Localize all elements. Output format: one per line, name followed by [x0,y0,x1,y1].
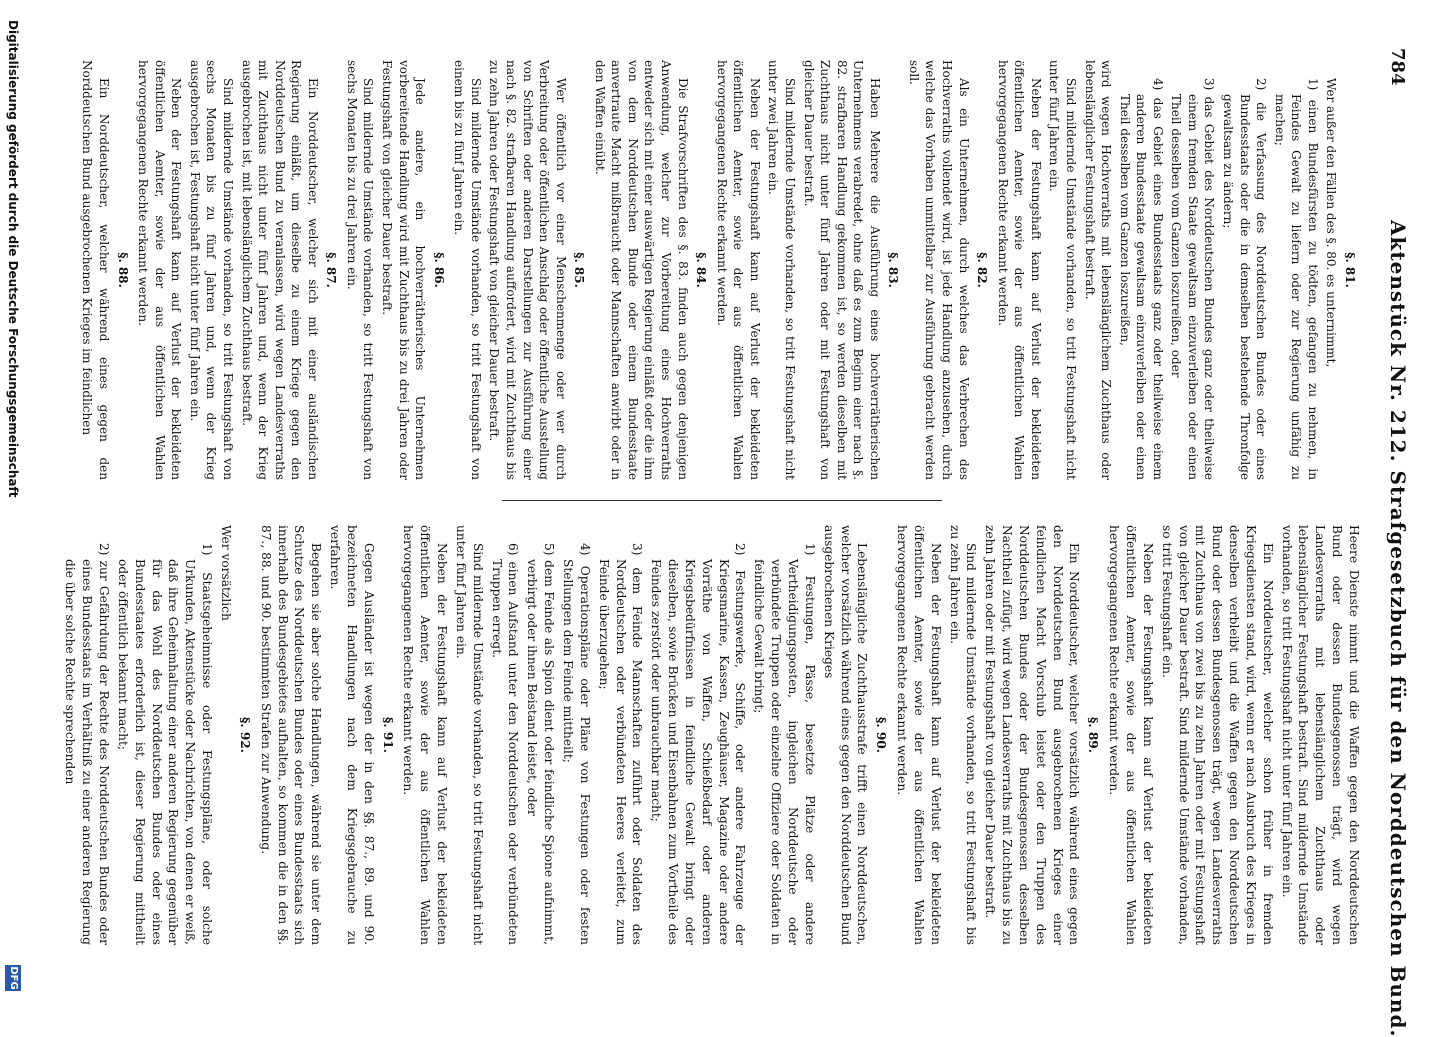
paragraph: wird wegen Hochverraths mit lebenslänglichem Zuchthaus oder lebenslänglicher Festungshaft bestraft. [1082,60,1114,480]
section-heading: §. 82. [975,252,990,288]
section-heading: §. 85. [572,252,587,288]
list-item: 6) einen Aufstand unter den Norddeutschen oder verbündeten Truppen erregt. [489,543,521,945]
section-heading: §. 88. [115,252,130,288]
section-heading: §. 83. [886,252,901,288]
section-heading: §. 81. [1343,252,1357,288]
paragraph: Ein Norddeutscher, welcher während eines gegen den Norddeutschen Bund ausgebrochenen Krieges im feindlichen [80,60,112,480]
paragraph: Sind mildernde Umstände vorhanden, so tritt Festungshaft bis zu zehn Jahren ein. [947,525,979,945]
paragraph: Die Strafvorschriften des §. 83. finden auch gegen denjenigen Anwendung, welcher zur Vorbereitung eines Hochverraths entweder sich mit einer auswärtigen Regierung einläßt oder die ihm von dem Norddeutschen Bunde oder einem Bundesstaate anvertraute Macht mißbraucht oder Mannschaften anwirbt oder in den Waffen einübt. [592,60,690,480]
paragraph: Wer vorsätzlich [219,525,233,621]
paragraph: Wer öffentlich vor einer Menschenmenge oder wer durch Verbreitung oder öffentlichen Anschlag oder öffentliche Ausstellung von Schriften oder anderen Darstellungen zur Ausführung einer nach §. 82. strafbaren Handlung auffordert, wird mit Zuchthaus bis zu zehn Jahren oder Festungshaft von gleicher Dauer bestraft. [487,60,568,480]
section-heading: §. 89. [1086,716,1101,754]
paragraph: Sind mildernde Umstände vorhanden, so tritt Festungshaft von sechs Monaten bis zu drei Jahren ein. [344,60,376,480]
section-heading: §. 92. [237,716,252,754]
paragraph: Wer außer den Fällen des §. 80. es unternimmt, [1324,78,1339,368]
paragraph: Begehen sie aber solche Handlungen, während sie unter dem Schutze des Norddeutschen Bundes oder eines Bundesstaats sich innerhalb des Bundesgebietes aufhalten, so kommen die in den §§. 87., 88. und 90. bestimmten Strafen zur Anwendung. [258,525,324,945]
list-item: 3) dem Feinde Mannschaften zuführt oder Soldaten des Norddeutschen oder verbündeten Heeres verleitet, zum Feinde überzugehen; [596,543,645,945]
paragraph: Neben der Festungshaft kann auf Verlust der bekleideten öffentlichen Aemter, sowie der aus öffentlichen Wahlen hervorgegangenen Rechte erkannt werden. [136,60,184,480]
right-column [60,525,1362,945]
list-item: 4) das Gebiet eines Bundesstaats ganz oder theilweise einem anderen Bundesstaate gewaltsam einzuverleiben oder einen Theil desselben vom Ganzen loszureißen, [1117,78,1165,480]
paragraph: Als ein Unternehmen, durch welches das Verbrechen des Hochverraths vollendet wird, ist jede Handlung anzusehen, durch welche das Vorhaben unmittelbar zur Ausführung gebracht werden soll. [906,60,971,480]
paragraph: Lebenslängliche Zuchthausstrafe trifft einen Norddeutschen, welcher vorsätzlich während eines gegen den Norddeutschen Bund ausgebrochenen Krieges [821,525,870,945]
section-heading: §. 86. [431,252,446,288]
paragraph: Ein Norddeutscher, welcher vorsätzlich während eines gegen den Norddeutschen Bund ausgebrochenen Krieges einer feindlichen Macht Vorschub leistet oder den Truppen des Norddeutschen Bundes oder der Bundesgenossen desselben Nachtheil zufügt, wird wegen Landesverraths mit Zuchthaus bis zu zehn Jahren oder mit Festungshaft von gleicher Dauer bestraft. [983,525,1082,945]
left-column [77,60,1362,480]
paragraph: Heere Dienste nimmt und die Waffen gegen den Norddeutschen Bund oder dessen Bundesgenossen trägt, wird wegen Landesverraths mit lebenslänglichem Zuchthaus oder lebenslänglicher Festungshaft bestraft. Sind mildernde Umstände vorhanden, so tritt Festungshaft nicht unter fünf Jahren ein. [1279,525,1361,945]
list-item: 3) das Gebiet des Norddeutschen Bundes ganz oder theilweise einem fremden Staate gewaltsam einzuverleiben oder einen Theil desselben vom Ganzen loszureißen, oder [1169,78,1217,480]
list-item: 5) dem Feinde als Spion dient oder feindliche Spione aufnimmt, verbirgt oder ihnen Beistand leistet, oder [525,543,557,945]
section-heading: §. 90. [874,716,889,754]
list-item: 1) einen Bundesfürsten zu tödten, gefangen zu nehmen, in Feindes Gewalt zu liefern oder zur Regierung unfähig zu machen; [1272,78,1320,480]
paragraph: Sind mildernde Umstände vorhanden, so tritt Festungshaft nicht unter zwei Jahren ein. [766,60,797,480]
paragraph: Neben der Festungshaft kann auf Verlust der bekleideten öffentlichen Aemter, sowie der aus öffentlichen Wahlen hervorgegangenen Rechte erkannt werden. [895,525,943,945]
column-divider [502,500,942,501]
list-item: 2) Festungswerke, Schiffe, oder andere Fahrzeuge der Kriegsmarine, Kassen, Zeughäuser, Magazine oder andere Vorräthe von Waffen, Schießbedarf oder anderen Kriegsbedürfnissen in feindliche Gewalt bringt oder dieselben, sowie Brücken und Eisenbahnen zum Vortheile des Feindes zerstört oder unbrauchbar macht; [649,543,748,945]
digitization-footer [0,0,22,1000]
page-title: Aktenstück Nr. 212. Strafgesetzbuch für den Norddeutschen Bund. [1386,220,1410,1037]
list-item: 2) die Verfassung des Norddeutschen Bundes oder eines Bundesstaats oder die in demselben bestehende Thronfolge gewaltsam zu ändern; [1221,78,1269,480]
paragraph: Sind mildernde Umstände vorhanden, so tritt Festungshaft nicht unter fünf Jahren ein. [453,525,485,945]
page-number: 784 [1387,48,1408,86]
paragraph: Sind mildernde Umstände vorhanden, so tritt Festungshaft von einem bis zu fünf Jahren ein. [452,60,483,480]
paragraph: Haben Mehrere die Ausführung eines hochverrätherischen Unternehmens verabredet, ohne daß es zum Beginn einer nach §. 82. strafbaren Handlung gekommen ist, so werden dieselben mit Zuchthaus nicht unter fünf Jahren oder mit Festungshaft von gleicher Dauer bestraft. [801,60,882,480]
paragraph: Ein Norddeutscher, welcher schon früher in fremden Kriegsdiensten stand, wird, wenn er nach Ausbruch des Krieges in denselben verbleibt und die Waffen gegen den Norddeutschen Bund oder dessen Bundesgenossen trägt, wegen Landesverraths mit Zuchthaus von zwei bis zu zehn Jahren oder mit Festungshaft von gleicher Dauer bestraft. Sind mildernde Umstände vorhanden, so tritt Festungshaft ein. [1159,525,1275,945]
section-heading: §. 91. [380,716,395,754]
paragraph: Neben der Festungshaft kann auf Verlust der bekleideten öffentlichen Aemter, sowie der aus öffentlichen Wahlen hervorgegangenen Rechte erkannt werden. [1107,525,1155,945]
paragraph: Jede andere, ein hochverrätherisches Unternehmen vorbereitende Handlung wird mit Zuchthaus bis zu drei Jahren oder Festungshaft von gleicher Dauer bestraft. [380,60,428,480]
funding-credit: Digitalisierung gefördert durch die Deutsche Forschungsgemeinschaft [6,20,20,498]
list-item: 4) Operationspläne oder Pläne von Festungen oder festen Stellungen dem Feinde mittheilt; [561,543,592,945]
paragraph: Neben der Festungshaft kann auf Verlust der bekleideten öffentlichen Aemter, sowie der aus öffentlichen Wahlen hervorgegangenen Rechte erkannt werden. [401,525,450,945]
paragraph: Sind mildernde Umstände vorhanden, so tritt Festungshaft von sechs Monaten bis zu fünf Jahren und, wenn der Krieg ausgebrochen ist, Festungshaft nicht unter fünf Jahren ein. [187,60,235,480]
paragraph: Gegen Ausländer ist wegen der in den §§. 87., 89. und 90. bezeichneten Handlungen nach dem Kriegsgebrauche zu verfahren. [328,525,376,945]
paragraph: Neben der Festungshaft kann auf Verlust der bekleideten öffentlichen Aemter, sowie der aus öffentlichen Wahlen hervorgegangenen Rechte erkannt werden. [714,60,762,480]
paragraph: Neben der Festungshaft kann auf Verlust der bekleideten öffentlichen Aemter, sowie der aus öffentlichen Wahlen hervorgegangenen Rechte erkannt werden. [995,60,1043,480]
page-header [1380,40,1414,1037]
dfg-logo: DFG [5,965,21,991]
section-heading: §. 87. [324,252,339,288]
paragraph: Ein Norddeutscher, welcher sich mit einer ausländischen Regierung einläßt, um dieselbe zu einem Kriege gegen den Norddeutschen Bund zu veranlassen, wird wegen Landesverraths mit Zuchthaus nicht unter fünf Jahren und, wenn der Krieg ausgebrochen ist, mit lebenslänglichem Zuchthaus bestraft. [239,60,320,480]
section-heading: §. 84. [694,252,709,288]
list-item: 1) Festungen, Pässe, besetzte Plätze oder andere Vertheidigungsposten, ingleichen Norddeutsche oder verbündete Truppen oder einzelne Offiziere oder Soldaten in feindliche Gewalt bringt; [752,543,817,945]
list-item: 1) Staatsgeheimnisse oder Festungspläne, oder solche Urkunden, Aktenstücke oder Nachrichten, von denen er weiß, daß ihre Geheimhaltung einer anderen Regierung gegenüber für das Wohl des Norddeutschen Bundes oder eines Bundesstaates erforderlich ist, dieser Regierung mittheilt oder öffentlich bekannt macht; [115,543,215,945]
paragraph: Sind mildernde Umstände vorhanden, so tritt Festungshaft nicht unter fünf Jahren ein. [1047,60,1078,480]
list-item: 2) zur Gefährdung der Rechte des Norddeutschen Bundes oder eines Bundesstaats im Verhältniß zu einer anderen Regierung die über solche Rechte sprechenden [63,543,112,945]
